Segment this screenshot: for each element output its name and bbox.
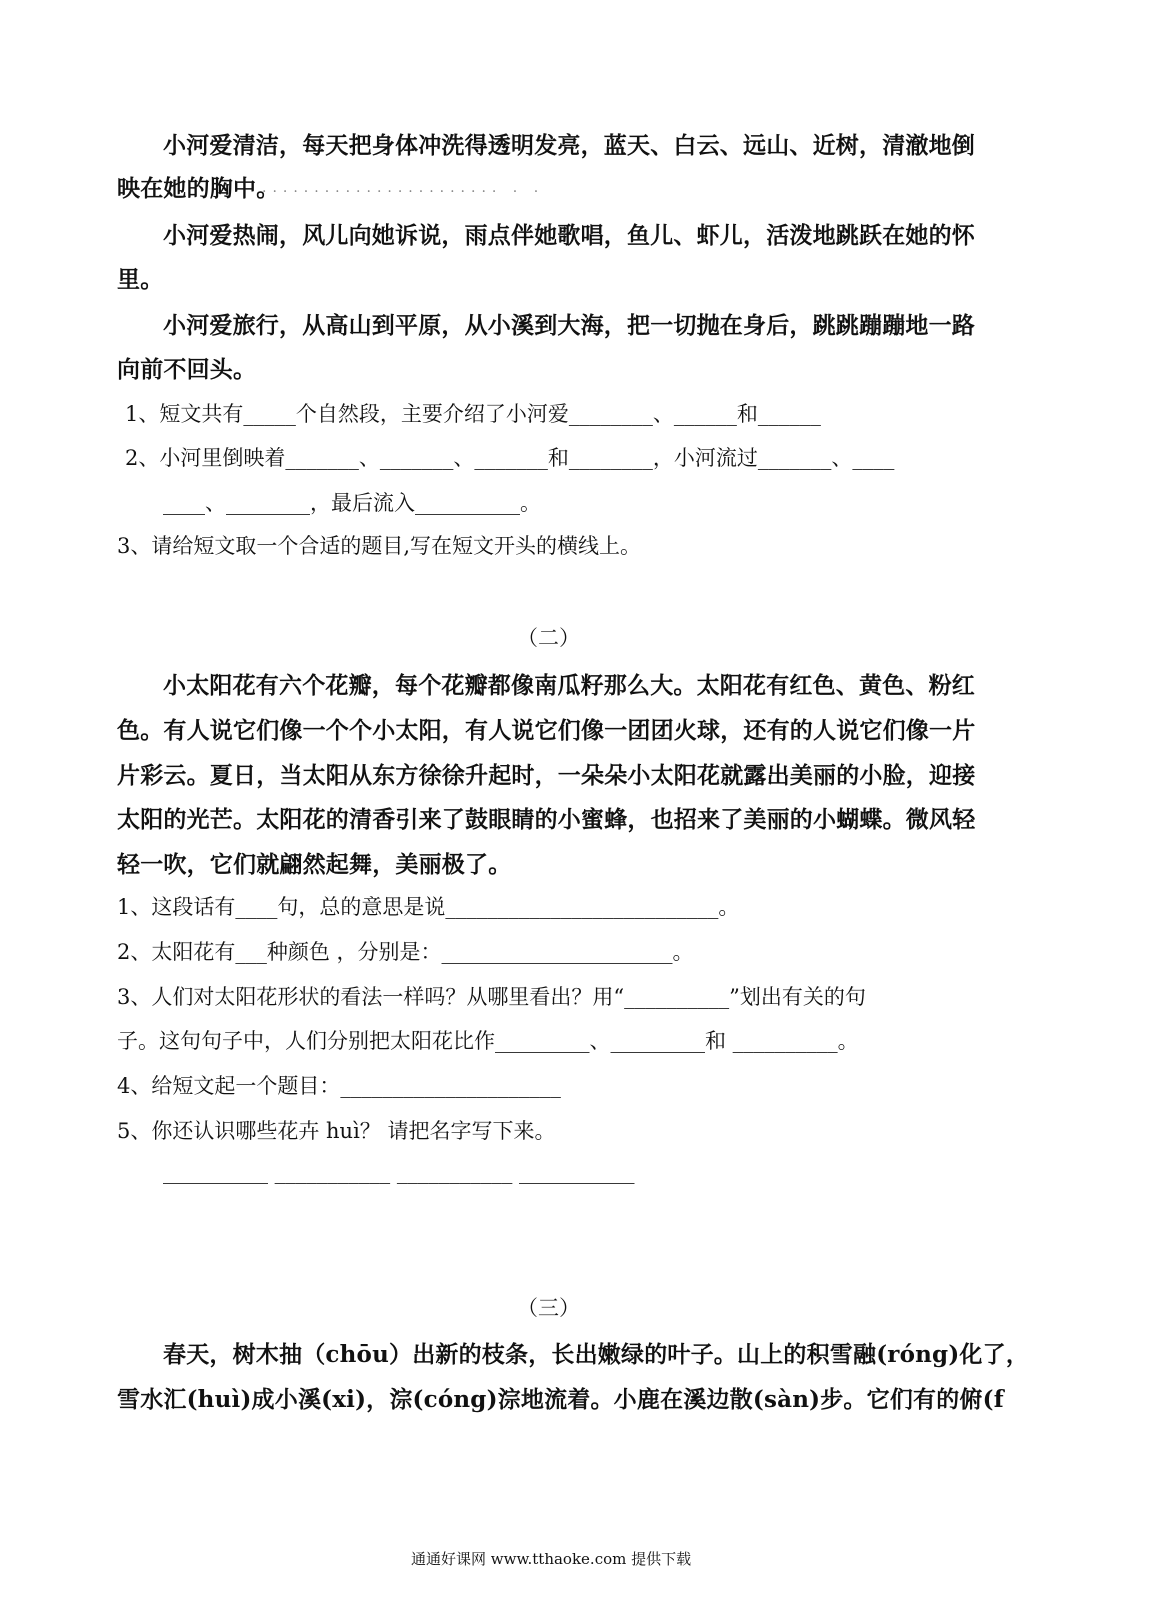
s1-paragraph-2-line-1: 小河爱热闹，风儿向她诉说，雨点伴她歌唱，鱼儿、虾儿，活泼地跳跃在她的怀 — [163, 222, 975, 249]
s1-question-1: 1、短文共有_____个自然段，主要介绍了小河爱________、______和______ — [125, 402, 821, 426]
dotted-underline: ....................... . . — [262, 180, 545, 196]
s2-question-2: 2、太阳花有___种颜色 ，分别是：______________________。 — [117, 940, 694, 964]
s2-question-3-line-2: 子。这句句子中，人们分别把太阳花比作_________、_________和 __________。 — [117, 1029, 859, 1053]
s2-paragraph-line-3: 片彩云。夏日，当太阳从东方徐徐升起时，一朵朵小太阳花就露出美丽的小脸，迎接 — [117, 762, 976, 789]
s1-paragraph-1-line-2: 映在她的胸中。 — [117, 175, 280, 202]
s2-question-4: 4、给短文起一个题目：_____________________ — [117, 1074, 561, 1098]
s2-question-1: 1、这段话有____句，总的意思是说__________________________。 — [117, 895, 740, 919]
s3-paragraph-line-1: 春天，树木抽（chōu）出新的枝条，长出嫩绿的叶子。山上的积雪融(róng)化了， — [163, 1341, 1030, 1368]
s1-paragraph-3-line-1: 小河爱旅行，从高山到平原，从小溪到大海，把一切抛在身后，跳跳蹦蹦地一路 — [163, 312, 975, 339]
s1-paragraph-1-line-1: 小河爱清洁，每天把身体冲洗得透明发亮，蓝天、白云、远山、近树，清澈地倒 — [163, 132, 975, 159]
page-footer: 通通好课网 www.tthaoke.com 提供下载 — [411, 1550, 692, 1568]
s2-question-3-line-1: 3、人们对太阳花形状的看法一样吗？从哪里看出？用“__________”划出有关的句 — [117, 985, 866, 1009]
s1-question-2-line-2: ____、________，最后流入__________。 — [163, 491, 541, 515]
s1-paragraph-2-line-2: 里。 — [117, 266, 164, 293]
section-3-title: （三） — [517, 1296, 580, 1320]
s2-paragraph-line-5: 轻一吹，它们就翩然起舞，美丽极了。 — [117, 851, 512, 878]
s2-question-5-blanks: __________ ___________ ___________ ___________ — [163, 1160, 635, 1184]
s1-question-3: 3、请给短文取一个合适的题目,写在短文开头的横线上。 — [117, 534, 642, 558]
s1-paragraph-3-line-2: 向前不回头。 — [117, 356, 257, 383]
s2-paragraph-line-2: 色。有人说它们像一个个小太阳，有人说它们像一团团火球，还有的人说它们像一片 — [117, 717, 976, 744]
s1-question-2-line-1: 2、小河里倒映着_______、_______、_______和________，小河流过_______、____ — [125, 446, 895, 470]
s2-paragraph-line-4: 太阳的光芒。太阳花的清香引来了鼓眼睛的小蜜蜂，也招来了美丽的小蝴蝶。微风轻 — [117, 806, 976, 833]
s2-question-5: 5、你还认识哪些花卉 huì？ 请把名字写下来。 — [117, 1119, 556, 1143]
s2-paragraph-line-1: 小太阳花有六个花瓣，每个花瓣都像南瓜籽那么大。太阳花有红色、黄色、粉红 — [163, 672, 975, 699]
s3-paragraph-line-2: 雪水汇(huì)成小溪(xi)，淙(cóng)淙地流着。小鹿在溪边散(sàn)步。它们有的俯(f — [117, 1386, 1004, 1413]
section-2-title: （二） — [517, 626, 580, 650]
